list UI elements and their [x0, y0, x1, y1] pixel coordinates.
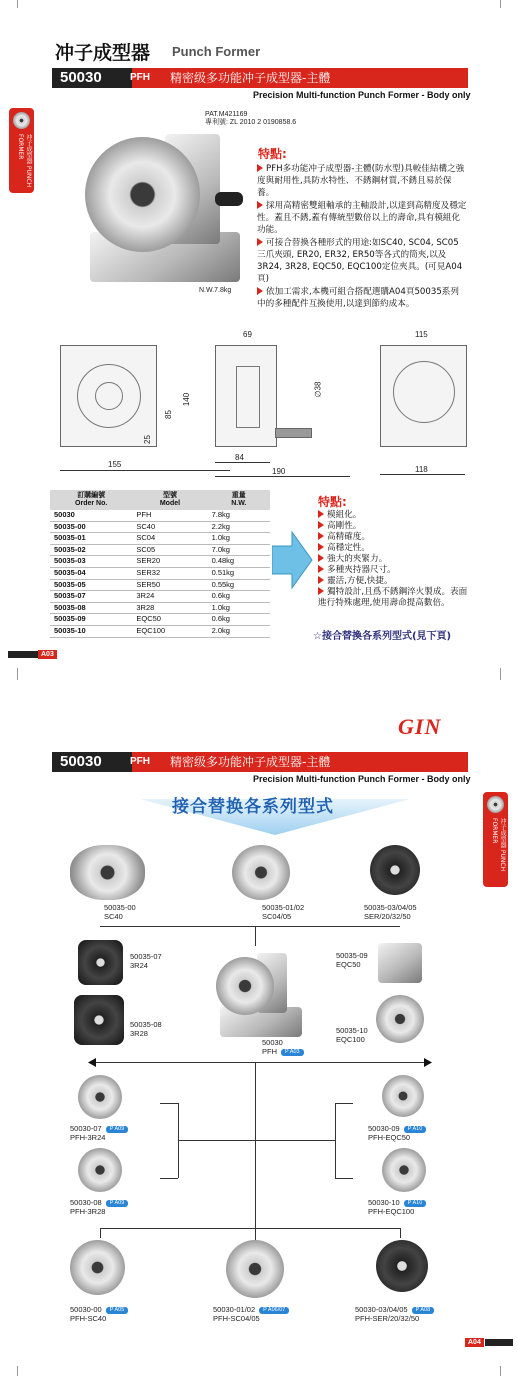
page-number: A03 [38, 650, 57, 659]
accessory-eqc100-image [376, 995, 424, 1043]
feature-item: 依加工需求,本機可組合搭配選購A04頁50035系列中的多種配件互換使用,以達到節約成本。 [257, 287, 459, 309]
feature-item: 強大的夾緊力。 [318, 554, 468, 565]
spec-table-header [50, 490, 270, 510]
table-row: 50035-02 SC05 7.0kg [50, 544, 270, 556]
assembly-label: 50030-08 P A09 PFH-3R28 [70, 1198, 128, 1216]
assembly-ser-image [376, 1240, 428, 1292]
accessory-label: 50035-07 3R24 [130, 952, 162, 970]
table-row: 50035-00 SC40 2.2kg [50, 521, 270, 533]
arrow-left-icon [88, 1058, 96, 1067]
connector-line [100, 926, 400, 927]
dim-84: 84 [235, 453, 244, 462]
page-ref-badge[interactable]: P A10 [404, 1200, 427, 1207]
side-tab-icon [13, 112, 30, 129]
product-code: 50030 [52, 68, 132, 88]
dim-line [215, 476, 350, 477]
assembly-label: 50030-01/02 P A06/07 PFH-SC04/05 [213, 1305, 289, 1323]
col-order-no: 訂購編號 Order No. [50, 490, 132, 510]
side-tab-label: 冲子成型器 PUNCH FORMER [17, 134, 32, 188]
dim-line [60, 470, 230, 471]
model-label: PFH [130, 756, 150, 767]
feature-item: PFH多功能冲子成型器-主體(防水型)具較佳結構之強度與耐用性,具防水特性、不銹鋼材質,不銹且易於保養。 [257, 164, 465, 198]
side-tab [483, 792, 508, 887]
center-product-image [212, 945, 307, 1040]
dim-line [215, 462, 270, 463]
accessory-sc40-image [70, 845, 145, 900]
drawing-circle [95, 382, 123, 410]
accessory-label: 50035-01/02 SC04/05 [262, 903, 305, 921]
patent-cn-number: 專利號: ZL 2010 2 0190858.6 [205, 119, 297, 126]
assembly-label: 50030-03/04/05 P A08 PFH-SER/20/32/50 [355, 1305, 434, 1323]
handle-knob [215, 192, 243, 206]
connector-line [100, 1228, 101, 1238]
accessory-label: 50035-09 EQC50 [336, 951, 368, 969]
feature-item: 模組化。 [318, 510, 468, 521]
assembly-sc04-image [226, 1240, 284, 1298]
col-weight: 重量 N.W. [208, 490, 270, 510]
page-ref-badge[interactable]: P A06/07 [259, 1307, 289, 1314]
dim-190: 190 [272, 467, 286, 476]
connector-line [100, 1228, 400, 1229]
connector-line [255, 1062, 256, 1248]
product-code: 50030 [52, 752, 132, 772]
assembly-3r28-image [78, 1148, 122, 1192]
side-tab-label: 冲子成型器 PUNCH FORMER [491, 818, 506, 872]
header-name-en: Precision Multi-function Punch Former - Body only [253, 774, 471, 784]
table-row: 50035-05 SER50 0.55kg [50, 579, 270, 591]
patent-info [205, 111, 296, 127]
feature-item: 採用高精密雙組軸承的主軸設計,以達到高精度及穩定性。蓋且不銹,蓋有傳統型數倍以上的壽命,具有模組化功能。 [257, 201, 467, 235]
page-corner-bar [8, 651, 38, 658]
page-number: A04 [465, 1338, 484, 1347]
drawing-spindle [236, 366, 260, 428]
crop-mark [500, 668, 501, 680]
page-title-cn: 冲子成型器 [55, 42, 151, 64]
side-tab [9, 108, 34, 193]
table-row: 50035-07 3R24 0.6kg [50, 591, 270, 603]
drawing-side [215, 345, 277, 447]
assembly-sc40-image [70, 1240, 125, 1295]
chuck-face [85, 137, 200, 252]
page-title-en: Punch Former [172, 44, 261, 59]
patent-number: PAT.M421169 [205, 111, 248, 118]
center-product-label: 50030 PFH P A03 [262, 1038, 304, 1056]
dim-118: 118 [415, 465, 428, 474]
table-row: 50035-08 3R28 1.0kg [50, 602, 270, 614]
table-row: 50035-09 EQC50 0.6kg [50, 614, 270, 626]
col-model: 型號 Model [132, 490, 207, 510]
assembly-label: 50030-07 P A09 PFH-3R24 [70, 1124, 128, 1142]
double-arrow-line [94, 1062, 424, 1063]
accessory-label: 50035-08 3R28 [130, 1020, 162, 1038]
feature-item: 高精確度。 [318, 532, 468, 543]
dim-69: 69 [243, 330, 252, 339]
accessory-label: 50035-03/04/05 SER/20/32/50 [364, 903, 417, 921]
crop-mark [17, 0, 18, 8]
bracket-line [335, 1178, 353, 1179]
assembly-label: 50030-09 P A10 PFH-EQC50 [368, 1124, 426, 1142]
table-row: 50035-03 SER20 0.48kg [50, 556, 270, 568]
crop-mark [500, 1366, 501, 1376]
feature-item: 靈活,方便,快捷。 [318, 576, 468, 587]
weight-note: N.W.7.8kg [199, 287, 232, 294]
dim-140: 140 [182, 392, 192, 407]
features-list [257, 163, 467, 310]
chuck-face [216, 957, 274, 1015]
model-label: PFH [130, 72, 150, 83]
accessory-ser-image [370, 845, 420, 895]
bracket-line [160, 1178, 178, 1179]
dim-25: 25 [142, 435, 152, 444]
accessory-3r24-image [78, 940, 123, 985]
bracket-line [255, 1140, 335, 1141]
header-name-cn: 精密级多功能冲子成型器-主體 [170, 755, 331, 769]
feature-item: 可接合替換各種形式的用途:如SC40, SC04, SC05三爪夾頭, ER20, ER32, ER50等各式的筒夾,以及3R24, 3R28, EQC50, EQC100定位夾具。(可見A04頁) [257, 238, 463, 284]
table-row: 50035-10 EQC100 2.0kg [50, 625, 270, 637]
feature-item: 高剛性。 [318, 521, 468, 532]
bracket-line [160, 1103, 178, 1104]
connector-line [400, 1228, 401, 1238]
table-row: 50030 PFH 7.8kg [50, 510, 270, 521]
accessory-label: 50035-10 EQC100 [336, 1026, 368, 1044]
bracket-line [335, 1103, 336, 1178]
spec-table [50, 490, 270, 638]
dim-line [380, 474, 465, 475]
accessory-3r28-image [74, 995, 124, 1045]
product-photo [80, 112, 245, 287]
page-corner-bar [485, 1339, 513, 1346]
page-ref-badge[interactable]: P A05 [106, 1307, 129, 1314]
drawing-circle [393, 361, 455, 423]
arrow-right-icon [272, 530, 314, 590]
dim-85: 85 [163, 410, 173, 419]
features2-list [318, 510, 468, 609]
assembly-3r24-image [78, 1075, 122, 1119]
page-ref-badge[interactable]: P A09 [106, 1126, 129, 1133]
header-name-en: Precision Multi-function Punch Former - Body only [253, 90, 471, 100]
table-row: 50035-01 SC04 1.0kg [50, 533, 270, 545]
crop-mark [17, 1366, 18, 1376]
crop-mark [500, 0, 501, 8]
side-tab-icon [487, 796, 504, 813]
dim-155: 155 [108, 460, 122, 469]
table-row: 50035-04 SER32 0.51kg [50, 567, 270, 579]
bracket-line [178, 1140, 255, 1141]
features-title: 特點: [258, 147, 287, 161]
header-name-cn: 精密级多功能冲子成型器-主體 [170, 71, 331, 85]
page-ref-badge[interactable]: P A08 [412, 1307, 435, 1314]
banner-title: 接合替换各系列型式 [172, 797, 334, 817]
connector-line [255, 926, 256, 946]
assembly-eqc50-image [382, 1075, 424, 1117]
assembly-eqc100-image [382, 1148, 426, 1192]
accessory-note: ☆接合替換各系列型式(見下頁) [313, 631, 452, 642]
accessory-label: 50035-00 SC40 [104, 903, 136, 921]
drawing-rear [380, 345, 467, 447]
dim-115: 115 [415, 330, 428, 339]
page-ref-badge[interactable]: P A09 [106, 1200, 129, 1207]
page-ref-badge[interactable]: P A10 [404, 1126, 427, 1133]
feature-item: 獨特設計,且爲不銹鋼淬火製成。表面進行特殊處理,使用壽命提高數倍。 [318, 587, 468, 608]
feature-item: 高穩定性。 [318, 543, 468, 554]
feature-item: 多種夾持器尺寸。 [318, 565, 468, 576]
assembly-label: 50030-00 P A05 PFH-SC40 [70, 1305, 128, 1323]
arrow-right-icon [424, 1058, 432, 1067]
bracket-line [335, 1103, 353, 1104]
features2-title: 特點: [318, 495, 347, 509]
accessory-sc04-image [232, 845, 290, 900]
accessory-eqc50-image [378, 943, 422, 983]
crop-mark [17, 668, 18, 680]
page-ref-badge[interactable]: P A03 [281, 1049, 304, 1056]
dim-diameter-38: ∅38 [313, 381, 323, 398]
drawing-handle [275, 428, 312, 438]
drawing-front [60, 345, 157, 447]
assembly-label: 50030-10 P A10 PFH-EQC100 [368, 1198, 426, 1216]
brand-logo: GIN [398, 714, 442, 739]
